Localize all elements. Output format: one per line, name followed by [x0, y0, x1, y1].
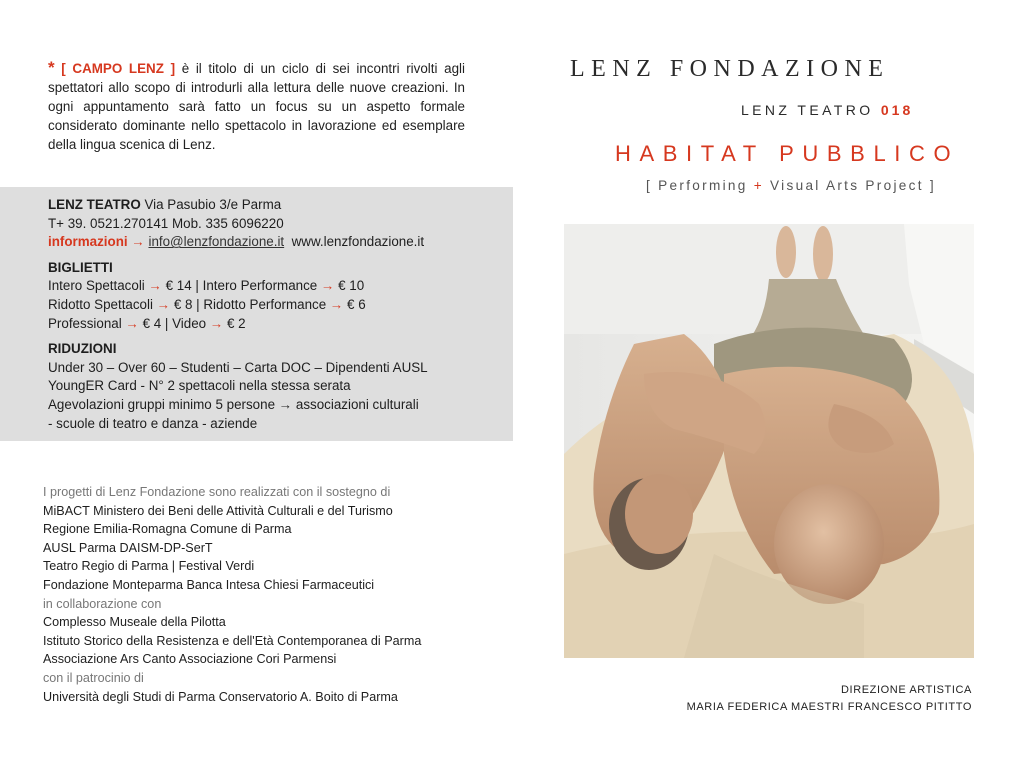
- hero-photo-illustration: [564, 224, 974, 658]
- intro-paragraph: [48, 58, 465, 154]
- separator: |: [161, 315, 173, 331]
- ticket-price: € 14: [165, 278, 192, 294]
- campo-lenz-label: [ CAMPO LENZ ]: [61, 61, 176, 76]
- tickets-line-1: [48, 277, 498, 296]
- ticket-label: Video: [172, 315, 207, 331]
- patron-label: con il patrocinio di: [43, 670, 144, 685]
- subtitle-part: Visual Arts Project ]: [763, 178, 936, 193]
- contact-line: [48, 233, 498, 252]
- collab-label: in collaborazione con: [43, 596, 162, 611]
- teatro-label: [741, 102, 913, 118]
- info-label: informazioni: [48, 234, 128, 250]
- groups-text: Agevolazioni gruppi minimo 5 persone: [48, 396, 276, 412]
- arrow-right-icon: →: [148, 278, 162, 294]
- arrow-right-icon: →: [320, 278, 335, 294]
- ticket-label: Intero Spettacoli: [48, 278, 145, 294]
- website-link[interactable]: www.lenzfondazione.it: [291, 234, 425, 250]
- arrow-right-icon: →: [209, 315, 224, 331]
- tickets-line-3: [48, 315, 498, 334]
- sponsor-line: Regione Emilia-Romagna Comune di Parma: [43, 522, 292, 537]
- arrow-right-icon: →: [125, 315, 139, 331]
- arrow-right-icon: →: [131, 234, 145, 250]
- email-link[interactable]: info@lenzfondazione.it: [148, 234, 285, 250]
- hero-photo: [564, 224, 974, 658]
- venue-name: LENZ TEATRO: [48, 197, 141, 212]
- project-subtitle: [646, 178, 936, 193]
- collaborator-line: Associazione Ars Canto Associazione Cori Parmensi: [43, 652, 337, 667]
- subtitle-part: [ Performing: [646, 178, 754, 193]
- teatro-year: 018: [880, 102, 914, 118]
- artistic-direction: [680, 682, 972, 716]
- project-title: HABITAT PUBBLICO: [615, 141, 960, 166]
- direction-label: DIREZIONE ARTISTICA: [841, 684, 972, 696]
- intro-text: è il titolo di un ciclo di sei incontri rivolti agli spettatori allo scopo di introdurli alla lettura delle nuove creazioni. In ogni appuntamento sarà fatto un focus su un aspetto formale considerato dominante nello spettacolo in lavorazione ed esemplare della lingua scenica di Lenz.: [48, 61, 465, 152]
- ticket-label: Intero Performance: [202, 278, 318, 294]
- ticket-price: € 4: [142, 315, 162, 331]
- arrow-right-icon: →: [329, 296, 344, 312]
- discounts-line-4: - scuole di teatro e danza - aziende: [48, 415, 258, 431]
- venue-phone: T+ 39. 0521.270141 Mob. 335 6096220: [48, 215, 284, 231]
- support-credits: [43, 483, 513, 706]
- support-intro: I progetti di Lenz Fondazione sono realizzati con il sostegno di: [43, 485, 391, 499]
- sponsor-line: AUSL Parma DAISM-DP-SerT: [43, 540, 213, 555]
- direction-names: MARIA FEDERICA MAESTRI FRANCESCO PITITTO: [686, 701, 972, 713]
- collaborator-line: Istituto Storico della Resistenza e dell'Età Contemporanea di Parma: [43, 633, 422, 648]
- ticket-price: € 10: [338, 278, 365, 294]
- sponsor-line: MiBACT Ministero dei Beni delle Attività Culturali e del Turismo: [43, 503, 393, 518]
- separator: |: [191, 278, 203, 294]
- collaborator-line: Complesso Museale della Pilotta: [43, 615, 226, 630]
- ticket-label: Professional: [48, 315, 122, 331]
- ticket-price: € 2: [226, 315, 246, 331]
- venue-line: [48, 196, 498, 215]
- discounts-line-1: Under 30 – Over 60 – Studenti – Carta DOC – Dipendenti AUSL: [48, 359, 428, 375]
- associations-text: associazioni culturali: [295, 396, 419, 412]
- ticket-label: Ridotto Spettacoli: [48, 296, 153, 312]
- teatro-name: LENZ TEATRO: [741, 102, 874, 118]
- info-box: [0, 187, 513, 441]
- ticket-label: Ridotto Performance: [203, 296, 327, 312]
- discounts-line-3: [48, 396, 498, 415]
- arrow-right-icon: →: [278, 396, 293, 412]
- org-title: LENZ FONDAZIONE: [570, 56, 890, 82]
- separator: |: [192, 296, 204, 312]
- tickets-line-2: [48, 296, 498, 315]
- arrow-right-icon: →: [156, 296, 171, 312]
- venue-address: Via Pasubio 3/e Parma: [140, 197, 282, 212]
- tickets-heading: BIGLIETTI: [48, 259, 113, 275]
- patron-line: Università degli Studi di Parma Conservatorio A. Boito di Parma: [43, 689, 398, 704]
- plus-mark: +: [753, 178, 764, 193]
- asterisk-mark: *: [48, 58, 55, 77]
- ticket-price: € 8: [173, 296, 193, 312]
- discounts-heading: RIDUZIONI: [48, 341, 117, 357]
- sponsor-line: Fondazione Monteparma Banca Intesa Chiesi Farmaceutici: [43, 577, 375, 592]
- discounts-line-2: YoungER Card - N° 2 spettacoli nella stessa serata: [48, 378, 351, 394]
- sponsor-line: Teatro Regio di Parma | Festival Verdi: [43, 559, 255, 574]
- ticket-price: € 6: [347, 296, 366, 312]
